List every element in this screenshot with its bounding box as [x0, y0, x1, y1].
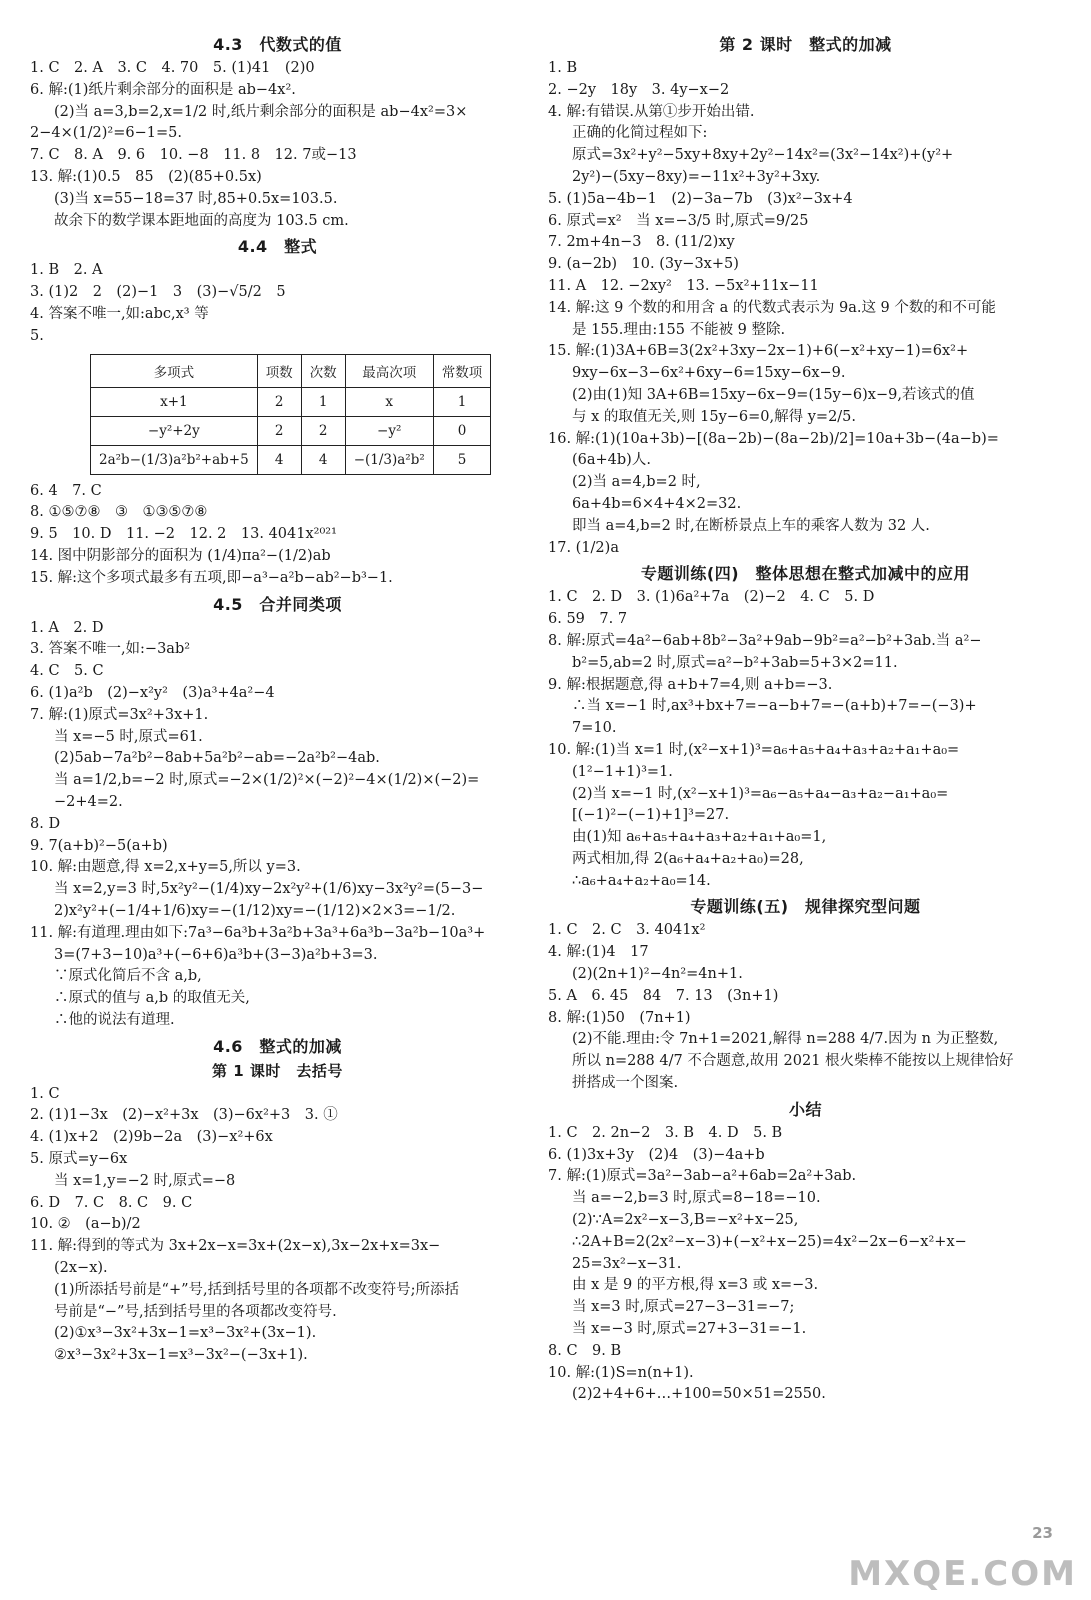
right-column: [548, 30, 1063, 1406]
answer-line: (2)由(1)知 3A+6B=15xy−6x−9=(15y−6)x−9,若该式的值: [572, 386, 975, 403]
answer-line: 8. C 9. B: [548, 1342, 622, 1359]
section-4-6-answers: [30, 1084, 525, 1367]
answer-line: 5. 原式=y−6x: [30, 1151, 128, 1168]
answer-line: 当 a=1/2,b=−2 时,原式=−2×(1/2)²×(−2)²−4×(1/2)×(−2)=: [54, 772, 480, 789]
answer-line: 5.: [30, 327, 44, 344]
answer-line: 6. (1)3x+3y (2)4 (3)−4a+b: [548, 1146, 765, 1163]
answer-line: −2+4=2.: [54, 793, 123, 810]
answer-line: 11. 解:得到的等式为 3x+2x−x=3x+(2x−x),3x−2x+x=3x−: [30, 1238, 441, 1255]
answer-line: 10. 解:(1)当 x=1 时,(x²−x+1)³=a₆+a₅+a₄+a₃+a₂+a₁+a₀=: [548, 741, 960, 758]
answer-line: 4. 解:(1)4 17: [548, 944, 649, 961]
left-column: [30, 30, 525, 1367]
answer-line: (2)5ab−7a²b²−8ab+5a²b²−ab=−2a²b²−4ab.: [54, 750, 380, 767]
answer-line: (2)当 a=4,b=2 时,: [572, 474, 701, 491]
table-row: [91, 387, 491, 416]
answer-line: ∴当 x=−1 时,ax³+bx+7=−a−b+7=−(a+b)+7=−(−3)+: [572, 698, 977, 715]
answer-line: 6. (1)a²b (2)−x²y² (3)a³+4a²−4: [30, 684, 275, 701]
answer-line: 由 x 是 9 的平方根,得 x=3 或 x=−3.: [572, 1277, 819, 1294]
answer-line: 9xy−6x−3−6x²+6xy−6=15xy−6x−9.: [572, 365, 846, 382]
table-row: [91, 445, 491, 474]
table-cell: 1: [433, 387, 491, 416]
table-cell: 1: [301, 387, 345, 416]
answer-line: 11. A 12. −2xy² 13. −5x²+11x−11: [548, 277, 819, 294]
answer-line: 5. A 6. 45 84 7. 13 (3n+1): [548, 987, 779, 1004]
answer-line: b²=5,ab=2 时,原式=a²−b²+3ab=5+3×2=11.: [572, 654, 898, 671]
answer-line: 1. C 2. C 3. 4041x²: [548, 922, 706, 939]
answer-line: 3. 答案不唯一,如:−3ab²: [30, 641, 191, 658]
topic-4-answers: [548, 587, 1063, 892]
answer-line: ∴2A+B=2(2x²−x−3)+(−x²+x−25)=4x²−2x−6−x²+x−: [572, 1233, 967, 1250]
answer-line: 8. 解:原式=4a²−6ab+8b²−3a²+9ab−9b²=a²−b²+3ab.当 a²−: [548, 632, 982, 649]
table-header-cell: 项数: [257, 354, 301, 387]
answer-line: 4. 解:有错误.从第①步开始出错.: [548, 103, 755, 120]
answer-line: 9. 解:根据题意,得 a+b+7=4,则 a+b=−3.: [548, 676, 833, 693]
table-cell: 4: [257, 445, 301, 474]
answer-line: 7. 2m+4n−3 8. (11/2)xy: [548, 234, 735, 251]
answer-line: ∵原式化简后不含 a,b,: [54, 968, 202, 985]
answer-line: 4. C 5. C: [30, 663, 104, 680]
answer-line: 10. ② (a−b)/2: [30, 1216, 141, 1233]
answer-line: (2)(2n+1)²−4n²=4n+1.: [572, 966, 743, 983]
answer-line: 所以 n=288 4/7 不合题意,故用 2021 根火柴棒不能按以上规律恰好: [572, 1053, 1014, 1070]
answer-line: 11. 解:有道理.理由如下:7a³−6a³b+3a²b+3a³+6a³b−3a²b−10a³+: [30, 924, 486, 941]
answer-line: 正确的化简过程如下:: [572, 125, 708, 142]
answer-line: 2y²)−(5xy−8xy)=−11x²+3y²+3xy.: [572, 168, 821, 185]
answer-line: (1²−1+1)³=1.: [572, 763, 673, 780]
answer-line: 7. 解:(1)原式=3a²−3ab−a²+6ab=2a²+3ab.: [548, 1168, 857, 1185]
answer-line: 1. C: [30, 1085, 60, 1102]
answer-line: 6. 4 7. C: [30, 482, 102, 499]
answer-line: 8. ①⑤⑦⑧ ③ ①③⑤⑦⑧: [30, 504, 208, 521]
answer-line: 7=10.: [572, 720, 617, 737]
answer-line: (2)当 x=−1 时,(x²−x+1)³=a₆−a₅+a₄−a₃+a₂−a₁+a₀=: [572, 785, 949, 802]
table-cell: −y²: [345, 416, 433, 445]
answer-line: 故余下的数学课本距地面的高度为 103.5 cm.: [54, 212, 349, 229]
answer-line: 9. 5 10. D 11. −2 12. 2 13. 4041x²⁰²¹: [30, 526, 337, 543]
summary-answers: [548, 1123, 1063, 1406]
answer-line: (2)①x³−3x²+3x−1=x³−3x²+(3x−1).: [54, 1325, 317, 1342]
table-cell: 2: [301, 416, 345, 445]
table-header-row: [91, 354, 491, 387]
topic-5-title: 专题训练(五) 规律探究型问题: [690, 897, 921, 917]
answer-line: 原式=3x²+y²−5xy+8xy+2y²−14x²=(3x²−14x²)+(y²+: [572, 147, 954, 164]
table-cell: 5: [433, 445, 491, 474]
answer-line: [(−1)²−(−1)+1]³=27.: [572, 807, 730, 824]
answer-line: ②x³−3x²+3x−1=x³−3x²−(−3x+1).: [54, 1347, 308, 1364]
answer-line: 即当 a=4,b=2 时,在断桥景点上车的乘客人数为 32 人.: [572, 517, 930, 534]
section-4-4-answers: [30, 260, 525, 589]
answer-line: 是 155.理由:155 不能被 9 整除.: [572, 321, 786, 338]
answer-line: 16. 解:(1)(10a+3b)−[(8a−2b)−(8a−2b)/2]=10a+3b−(4a−b)=: [548, 430, 999, 447]
table-cell: −y²+2y: [91, 416, 258, 445]
answer-line: 5. (1)5a−4b−1 (2)−3a−7b (3)x²−3x+4: [548, 190, 853, 207]
answer-line: 1. B: [548, 60, 578, 76]
answer-line: 当 x=−5 时,原式=61.: [54, 728, 203, 745]
answer-line: 2. (1)1−3x (2)−x²+3x (3)−6x²+3 3. ①: [30, 1107, 338, 1124]
section-4-5-answers: [30, 618, 525, 1032]
answer-line: 25=3x²−x−31.: [572, 1255, 682, 1272]
topic-5-answers: [548, 920, 1063, 1094]
answer-line: 15. 解:(1)3A+6B=3(2x²+3xy−2x−1)+6(−x²+xy−1)=6x²+: [548, 343, 969, 360]
answer-line: 当 x=−3 时,原式=27+3−31=−1.: [572, 1321, 807, 1338]
answer-line: 2−4×(1/2)²=6−1=5.: [30, 125, 182, 142]
answer-line: 当 x=3 时,原式=27−3−31=−7;: [572, 1299, 795, 1316]
answer-line: 6. D 7. C 8. C 9. C: [30, 1194, 193, 1211]
answer-line: (2)∵A=2x²−x−3,B=−x²+x−25,: [572, 1212, 799, 1229]
table-cell: x: [345, 387, 433, 416]
answer-line: 3. (1)2 2 (2)−1 3 (3)−√5/2 5: [30, 284, 286, 301]
page-number: 23: [1032, 1524, 1053, 1542]
answer-line: 14. 解:这 9 个数的和用含 a 的代数式表示为 9a.这 9 个数的和不可能: [548, 299, 996, 316]
answer-line: 6. 59 7. 7: [548, 611, 628, 628]
answer-line: 当 a=−2,b=3 时,原式=8−18=−10.: [572, 1190, 821, 1207]
answer-line: 由(1)知 a₆+a₅+a₄+a₃+a₂+a₁+a₀=1,: [572, 829, 827, 846]
answer-line: 10. 解:(1)S=n(n+1).: [548, 1364, 694, 1381]
table-cell: 0: [433, 416, 491, 445]
answer-line: 4. 答案不唯一,如:abc,x³ 等: [30, 305, 209, 322]
section-title-4-5: 4.5 合并同类项: [213, 594, 342, 614]
answer-line: ∴原式的值与 a,b 的取值无关,: [54, 990, 250, 1007]
answer-line: 15. 解:这个多项式最多有五项,即−a³−a²b−ab²−b³−1.: [30, 569, 393, 586]
watermark-logo: MXQE.COM: [848, 1554, 1077, 1594]
answer-line: 1. C 2. D 3. (1)6a²+7a (2)−2 4. C 5. D: [548, 589, 875, 606]
answer-line: 1. A 2. D: [30, 619, 104, 636]
answer-line: ∴a₆+a₄+a₂+a₀=14.: [572, 872, 711, 889]
table-cell: x+1: [91, 387, 258, 416]
answer-line: 10. 解:由题意,得 x=2,x+y=5,所以 y=3.: [30, 859, 301, 876]
answer-line: 9. 7(a+b)²−5(a+b): [30, 837, 168, 854]
answer-line: (2)不能.理由:令 7n+1=2021,解得 n=288 4/7.因为 n 为正整数,: [572, 1031, 999, 1048]
answer-line: 6. 解:(1)纸片剩余部分的面积是 ab−4x².: [30, 81, 296, 98]
lesson-2-title: 第 2 课时 整式的加减: [719, 35, 892, 54]
answer-line: (2x−x).: [54, 1260, 108, 1277]
answer-line: 6. 原式=x² 当 x=−3/5 时,原式=9/25: [548, 212, 809, 229]
table-header-cell: 多项式: [91, 354, 258, 387]
answer-line: 1. B 2. A: [30, 262, 103, 279]
answer-line: 4. (1)x+2 (2)9b−2a (3)−x²+6x: [30, 1129, 273, 1146]
answer-line: 8. 解:(1)50 (7n+1): [548, 1009, 691, 1026]
answer-line: (2)2+4+6+…+100=50×51=2550.: [572, 1386, 826, 1403]
answer-line: 1. C 2. A 3. C 4. 70 5. (1)41 (2)0: [30, 60, 315, 76]
table-row: [91, 416, 491, 445]
summary-title: 小结: [788, 1099, 822, 1119]
answer-line: 7. C 8. A 9. 6 10. −8 11. 8 12. 7或−13: [30, 147, 357, 164]
answer-line: 8. D: [30, 815, 61, 832]
table-cell: 4: [301, 445, 345, 474]
table-cell: 2: [257, 416, 301, 445]
answer-line: 号前是“−”号,括到括号里的各项都改变符号.: [54, 1303, 337, 1320]
answer-line: 与 x 的取值无关,则 15y−6=0,解得 y=2/5.: [572, 408, 857, 425]
table-header-cell: 常数项: [433, 354, 491, 387]
answer-line: 17. (1/2)a: [548, 539, 619, 556]
answer-line: 当 x=1,y=−2 时,原式=−8: [54, 1172, 236, 1189]
lesson-2-answers: [548, 58, 1063, 559]
section-title-4-6: 4.6 整式的加减: [213, 1036, 342, 1056]
section-title-4-4: 4.4 整式: [237, 237, 318, 257]
answer-line: 7. 解:(1)原式=3x²+3x+1.: [30, 706, 209, 723]
answer-line: (3)当 x=55−18=37 时,85+0.5x=103.5.: [54, 190, 338, 207]
answer-line: 2)x²y²+(−1/4+1/6)xy=−(1/12)xy=−(1/12)×2×3=−1/2.: [54, 902, 456, 919]
section-4-3-answers: [30, 58, 525, 232]
topic-4-title: 专题训练(四) 整体思想在整式加减中的应用: [640, 564, 971, 584]
table-cell: −(1/3)a²b²: [345, 445, 433, 474]
section-title-4-3: 4.3 代数式的值: [213, 35, 342, 54]
answer-line: 9. (a−2b) 10. (3y−3x+5): [548, 256, 739, 273]
table-header-cell: 次数: [301, 354, 345, 387]
table-cell: 2a²b−(1/3)a²b²+ab+5: [91, 445, 258, 474]
answer-line: 两式相加,得 2(a₆+a₄+a₂+a₀)=28,: [572, 850, 804, 867]
answer-line: ∴他的说法有道理.: [54, 1011, 175, 1028]
polynomial-table: [90, 354, 491, 475]
answer-line: 3=(7+3−10)a³+(−6+6)a³b+(3−3)a²b+3=3.: [54, 946, 378, 963]
answer-line: 13. 解:(1)0.5 85 (2)(85+0.5x): [30, 168, 262, 185]
answer-line: 拼搭成一个图案.: [572, 1075, 679, 1092]
answer-line: 1. C 2. 2n−2 3. B 4. D 5. B: [548, 1124, 783, 1141]
answer-line: (1)所添括号前是“+”号,括到括号里的各项都不改变符号;所添括: [54, 1281, 460, 1298]
lesson-1-title: 第 1 课时 去括号: [212, 1061, 343, 1080]
answer-line: (2)当 a=3,b=2,x=1/2 时,纸片剩余部分的面积是 ab−4x²=3×: [54, 103, 468, 120]
table-cell: 2: [257, 387, 301, 416]
answer-line: 6a+4b=6×4+4×2=32.: [572, 495, 742, 512]
table-header-cell: 最高次项: [345, 354, 433, 387]
answer-line: 当 x=2,y=3 时,5x²y²−(1/4)xy−2x²y²+(1/6)xy−3x²y²=(5−3−: [54, 881, 484, 898]
answer-line: 14. 图中阴影部分的面积为 (1/4)πa²−(1/2)ab: [30, 547, 331, 564]
answer-line: 2. −2y 18y 3. 4y−x−2: [548, 81, 730, 98]
answer-line: (6a+4b)人.: [572, 452, 651, 469]
